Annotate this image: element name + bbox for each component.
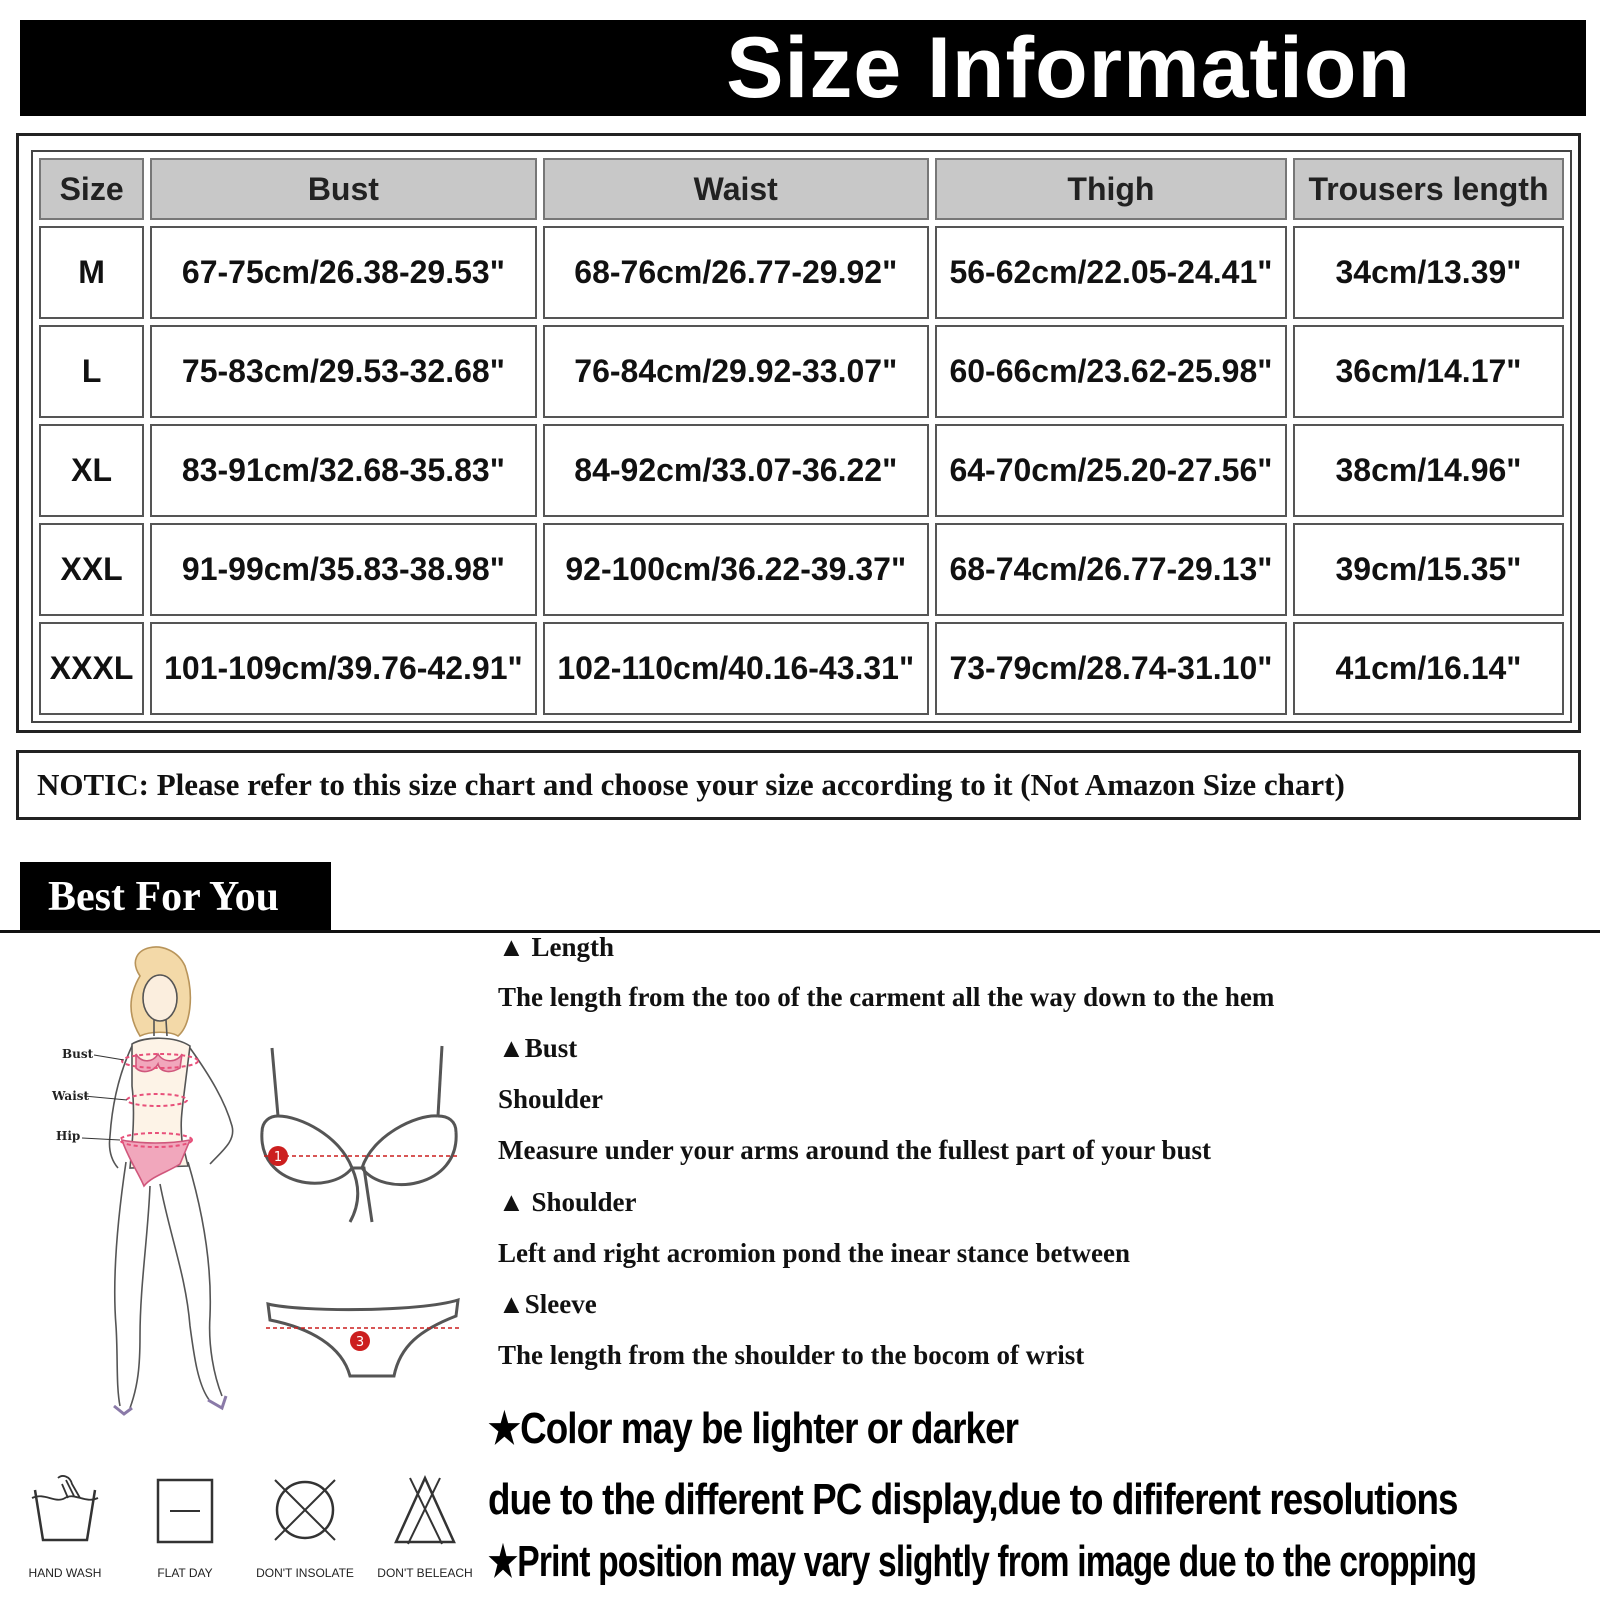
header-bust: Bust	[150, 158, 536, 220]
header-waist: Waist	[543, 158, 929, 220]
trousers-length-cell: 41cm/16.14"	[1293, 622, 1564, 715]
care-item-flat-dry	[130, 1470, 240, 1580]
guide-text-acromion: Left and right acromion pond the inear stance between	[498, 1238, 1130, 1268]
table-row	[39, 523, 1564, 616]
guide-heading-length: ▲ Length	[498, 932, 614, 962]
waist-cell: 92-100cm/36.22-39.37"	[543, 523, 929, 616]
guide-heading-bust: ▲Bust	[498, 1033, 578, 1063]
size-chart-notice: NOTIC: Please refer to this size chart and choose your size according to it (Not Amazon Size chart)	[16, 750, 1581, 820]
bra-outline-icon	[262, 1046, 456, 1222]
color-note: ★Color may be lighter or darker	[488, 1405, 1019, 1453]
size-cell: XL	[39, 424, 144, 517]
waist-cell: 76-84cm/29.92-33.07"	[543, 325, 929, 418]
trousers-length-cell: 36cm/14.17"	[1293, 325, 1564, 418]
guide-text-sleeve: The length from the shoulder to the bocom of wrist	[498, 1340, 1085, 1370]
table-row	[39, 424, 1564, 517]
bust-cell: 67-75cm/26.38-29.53"	[150, 226, 536, 319]
guide-text-shoulder: Shoulder	[498, 1084, 604, 1114]
print-position-note: ★Print position may vary slightly from image due to the cropping	[488, 1538, 1477, 1586]
guide-text-bust: Measure under your arms around the fullest part of your bust	[498, 1135, 1212, 1165]
care-label: DON'T INSOLATE	[256, 1566, 354, 1580]
guide-text-length: The length from the too of the carment all the way down to the hem	[498, 982, 1275, 1012]
size-chart-frame	[16, 133, 1581, 733]
hand-wash-icon	[10, 1470, 120, 1560]
care-item-hand-wash	[10, 1470, 120, 1580]
woman-figure-icon	[109, 947, 232, 1414]
table-row	[39, 226, 1564, 319]
thigh-cell: 68-74cm/26.77-29.13"	[935, 523, 1287, 616]
size-chart-table	[31, 150, 1572, 723]
size-cell: XXXL	[39, 622, 144, 715]
table-header-row	[39, 158, 1564, 220]
size-cell: XXL	[39, 523, 144, 616]
do-not-tumble-icon	[250, 1470, 360, 1560]
section-divider	[0, 930, 1600, 933]
best-for-you-heading: Best For You	[20, 862, 331, 932]
measurement-illustration	[0, 936, 480, 1456]
waist-label: Waist	[52, 1089, 90, 1103]
thigh-cell: 60-66cm/23.62-25.98"	[935, 325, 1287, 418]
care-label: DON'T BELEACH	[377, 1566, 473, 1580]
display-note: due to the different PC display,due to dififerent resolutions	[488, 1476, 1458, 1524]
size-information-banner	[20, 20, 1586, 116]
thigh-cell: 56-62cm/22.05-24.41"	[935, 226, 1287, 319]
bra-marker-number: 1	[273, 1150, 283, 1165]
size-cell: M	[39, 226, 144, 319]
page-title: Size Information	[726, 20, 1411, 116]
brief-marker-number: 3	[355, 1335, 365, 1350]
waist-cell: 84-92cm/33.07-36.22"	[543, 424, 929, 517]
waist-cell: 68-76cm/26.77-29.92"	[543, 226, 929, 319]
header-size: Size	[39, 158, 144, 220]
bust-cell: 91-99cm/35.83-38.98"	[150, 523, 536, 616]
waist-cell: 102-110cm/40.16-43.31"	[543, 622, 929, 715]
thigh-cell: 73-79cm/28.74-31.10"	[935, 622, 1287, 715]
guide-heading-sleeve: ▲Sleeve	[498, 1289, 597, 1319]
care-label: FLAT DAY	[157, 1566, 213, 1580]
care-item-do-not-tumble	[250, 1470, 360, 1580]
bust-cell: 75-83cm/29.53-32.68"	[150, 325, 536, 418]
hip-label: Hip	[56, 1129, 81, 1143]
bust-cell: 101-109cm/39.76-42.91"	[150, 622, 536, 715]
flat-dry-icon	[130, 1470, 240, 1560]
trousers-length-cell: 34cm/13.39"	[1293, 226, 1564, 319]
table-row	[39, 622, 1564, 715]
care-item-do-not-bleach	[370, 1470, 480, 1580]
bust-cell: 83-91cm/32.68-35.83"	[150, 424, 536, 517]
size-cell: L	[39, 325, 144, 418]
header-trousers-length: Trousers length	[1293, 158, 1564, 220]
trousers-length-cell: 38cm/14.96"	[1293, 424, 1564, 517]
guide-heading-shoulder: ▲ Shoulder	[498, 1187, 637, 1217]
care-instructions	[10, 1470, 480, 1590]
trousers-length-cell: 39cm/15.35"	[1293, 523, 1564, 616]
care-label: HAND WASH	[28, 1566, 102, 1580]
table-row	[39, 325, 1564, 418]
do-not-bleach-icon	[370, 1470, 480, 1560]
header-thigh: Thigh	[935, 158, 1287, 220]
thigh-cell: 64-70cm/25.20-27.56"	[935, 424, 1287, 517]
bust-label: Bust	[62, 1047, 94, 1061]
